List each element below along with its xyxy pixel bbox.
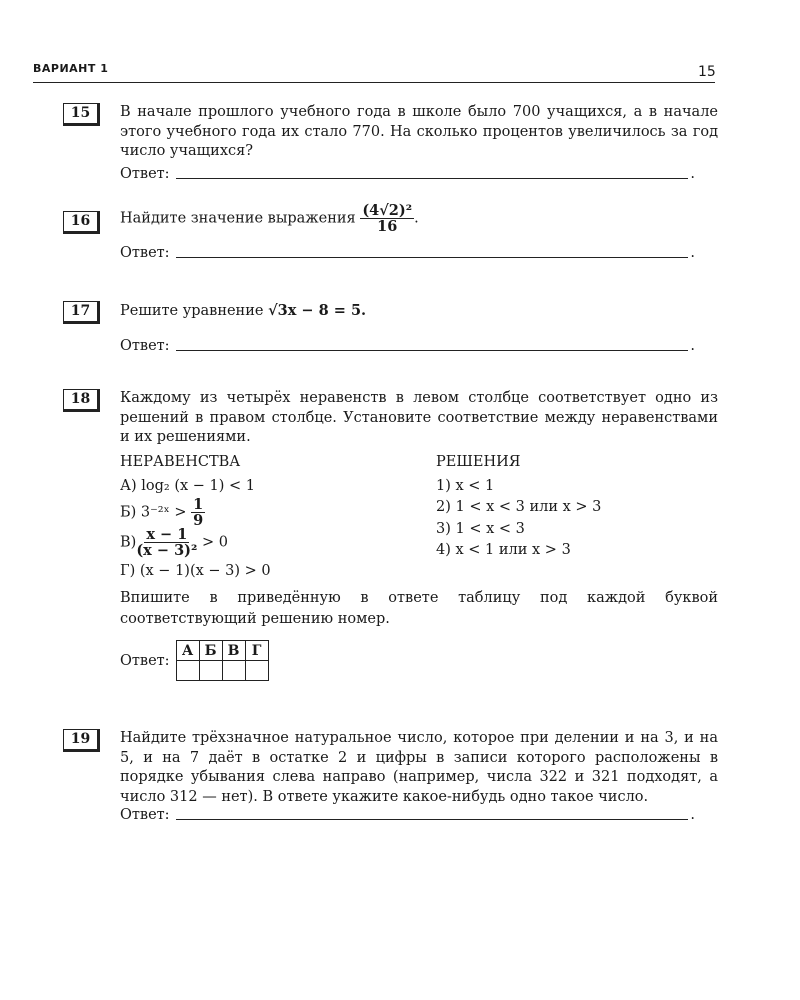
inequality-c xyxy=(120,527,271,561)
solution-2: 2) 1 < x < 3 или x > 3 xyxy=(436,499,602,515)
denominator: 9 xyxy=(193,512,204,529)
fraction xyxy=(360,203,414,234)
denominator: 16 xyxy=(377,218,398,235)
fraction xyxy=(191,497,205,528)
task-16-label: Найдите значение выражения xyxy=(120,210,356,227)
answer-line[interactable] xyxy=(176,256,689,258)
solutions-column xyxy=(436,452,601,562)
inequality-c-label: В) xyxy=(120,534,137,551)
solution-3: 3) 1 < x < 3 xyxy=(436,520,525,537)
task-number-19: 19 xyxy=(63,729,100,752)
inequalities-header: НЕРАВЕНСТВА xyxy=(120,454,241,470)
denominator: (x − 3)² xyxy=(136,542,198,559)
inequality-a: А) log₂ (x − 1) < 1 xyxy=(120,477,255,494)
answer-end: . xyxy=(690,338,695,354)
answer-label: Ответ: xyxy=(120,245,170,261)
task-15-text: В начале прошлого учебного года в школе было 700 учащихся, а в начале этого учебного года их стало 770. На сколько процентов увеличилось за год число учащихся? xyxy=(120,104,718,159)
solution-4: 4) x < 1 или x > 3 xyxy=(436,542,571,558)
solution-1: 1) x < 1 xyxy=(436,477,495,494)
task-number-15: 15 xyxy=(63,103,100,126)
task-16-text xyxy=(120,203,718,234)
answer-line[interactable] xyxy=(176,818,689,820)
task-18-text: Каждому из четырёх неравенств в левом столбце соответствует одно из решений в правом столбце. Установите соответствие между неравенствами и их решениями. xyxy=(120,390,718,445)
answer-end: . xyxy=(690,166,695,182)
answer-cell-a[interactable] xyxy=(176,661,199,681)
answer-16[interactable] xyxy=(120,245,695,261)
answer-15[interactable] xyxy=(120,166,695,182)
inequality-b xyxy=(120,497,271,527)
task-19-text: Найдите трёхзначное натуральное число, которое при делении и на 3, и на 5, и на 7 даёт в остатке 2 и цифры в записи которого расположены в порядке убывания слева направо (например, числа 322 и 321 подходят, а число 312 — нет). В ответе укажите какое-нибудь одно такое число. xyxy=(120,730,718,805)
task-18-instruction: Впишите в приведённую в ответе таблицу под каждой буквой соответствующий решению номер. xyxy=(120,590,718,627)
table-header-b: Б xyxy=(199,641,222,661)
inequality-b-left: Б) 3⁻²ˣ > xyxy=(120,504,187,521)
inequality-d: Г) (x − 1)(x − 3) > 0 xyxy=(120,563,271,579)
task-17-label: Решите уравнение xyxy=(120,303,264,319)
solutions-header: РЕШЕНИЯ xyxy=(436,454,521,470)
period: . xyxy=(414,210,419,227)
answer-cell-b[interactable] xyxy=(199,661,222,681)
table-header-g: Г xyxy=(245,641,268,661)
answer-label: Ответ: xyxy=(120,652,170,669)
task-number-16: 16 xyxy=(63,211,100,234)
answer-end: . xyxy=(690,245,695,261)
answer-18 xyxy=(120,640,269,681)
variant-header: ВАРИАНТ 1 xyxy=(33,62,109,75)
fraction xyxy=(136,527,197,558)
inequality-c-right: > 0 xyxy=(201,534,228,551)
page-number: 15 xyxy=(698,64,716,80)
task-number-18: 18 xyxy=(63,389,100,412)
table-header-a: А xyxy=(176,641,199,661)
numerator: (4√2)² xyxy=(362,202,413,219)
answer-label: Ответ: xyxy=(120,807,170,823)
inequalities-column xyxy=(120,452,271,583)
answer-end: . xyxy=(690,807,695,823)
header-divider xyxy=(33,82,715,83)
table-header-v: В xyxy=(222,641,245,661)
answer-cell-v[interactable] xyxy=(222,661,245,681)
answer-cell-g[interactable] xyxy=(245,661,268,681)
task-number-17: 17 xyxy=(63,301,100,324)
numerator: 1 xyxy=(193,496,204,513)
answer-19[interactable] xyxy=(120,807,695,823)
answer-label: Ответ: xyxy=(120,338,170,354)
answer-table xyxy=(176,640,269,681)
answer-label: Ответ: xyxy=(120,166,170,182)
task-17-text xyxy=(120,301,718,322)
answer-line[interactable] xyxy=(176,177,689,179)
numerator: x − 1 xyxy=(146,526,188,543)
answer-line[interactable] xyxy=(176,349,689,351)
equation: √3x − 8 = 5. xyxy=(268,302,367,319)
answer-17[interactable] xyxy=(120,338,695,354)
